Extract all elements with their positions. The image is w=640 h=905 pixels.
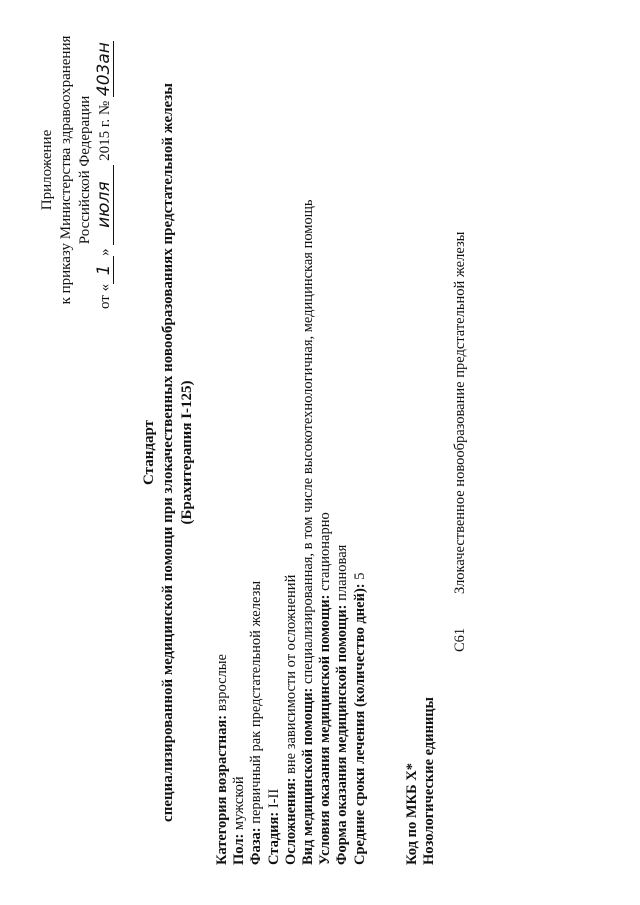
annex-block: [38, 25, 115, 315]
param-row: [214, 45, 231, 865]
year-text: 2015 г. №: [97, 100, 113, 161]
annex-order-line: к приказу Министерства здравоохранения: [58, 35, 74, 305]
param-row: [248, 45, 265, 865]
param-value: плановая: [334, 544, 351, 601]
date-quote: »: [97, 248, 113, 256]
param-label: Фаза:: [248, 827, 265, 865]
param-row: [300, 45, 317, 865]
handwritten-order-number: 403ан: [94, 42, 114, 97]
param-value: 5: [351, 572, 368, 580]
param-value: I-II: [265, 788, 282, 809]
param-row: [231, 45, 248, 865]
param-value: первичный рак предстательной железы: [248, 580, 265, 824]
param-label: Средние сроки лечения (количество дней):: [351, 583, 368, 865]
date-prefix: от «: [97, 283, 113, 309]
param-value: стационарно: [317, 512, 334, 591]
annex-federation-line: Российской Федерации: [77, 95, 93, 245]
param-label: Вид медицинской помощи:: [300, 687, 317, 865]
param-row: [317, 45, 334, 865]
param-row: [283, 45, 300, 865]
param-label: Категория возрастная:: [214, 714, 230, 865]
param-row: [334, 45, 351, 865]
param-label: Форма оказания медицинской помощи:: [334, 604, 351, 865]
diagnosis-text: Злокачественное новообразование предстательной железы: [452, 231, 468, 594]
handwritten-month: июля: [95, 165, 114, 245]
param-label: Пол:: [231, 833, 248, 865]
annex-date-line: [95, 25, 115, 315]
title-line-3: (Брахитерапия I-125): [179, 380, 195, 525]
icd-code-heading: Код по МКБ X*: [404, 763, 420, 865]
param-label: Осложнения:: [282, 777, 299, 865]
annex-heading: Приложение: [39, 129, 55, 211]
title-line-2: специализированной медицинской помощи при злокачественных новообразованиях предстательной железы: [160, 83, 176, 822]
param-row: [266, 45, 283, 865]
diagnosis-code: C61: [452, 627, 468, 652]
handwritten-day: 1: [95, 256, 114, 284]
nosology-heading: Нозологические единицы: [421, 697, 437, 865]
param-label: Условия оказания медицинской помощи:: [317, 594, 334, 865]
diagnosis-row: [452, 232, 469, 652]
param-value: мужской: [231, 776, 248, 831]
param-value: взрослые: [214, 654, 230, 712]
standard-title: [140, 40, 197, 865]
param-label: Стадия:: [265, 811, 282, 865]
standard-parameters: [214, 45, 369, 865]
param-value: специализированная, в том числе высокотехнологичная, медицинская помощь: [300, 199, 317, 684]
title-line-1: Стандарт: [141, 420, 157, 485]
param-value: вне зависимости от осложнений: [282, 574, 299, 774]
param-row: [352, 45, 369, 865]
